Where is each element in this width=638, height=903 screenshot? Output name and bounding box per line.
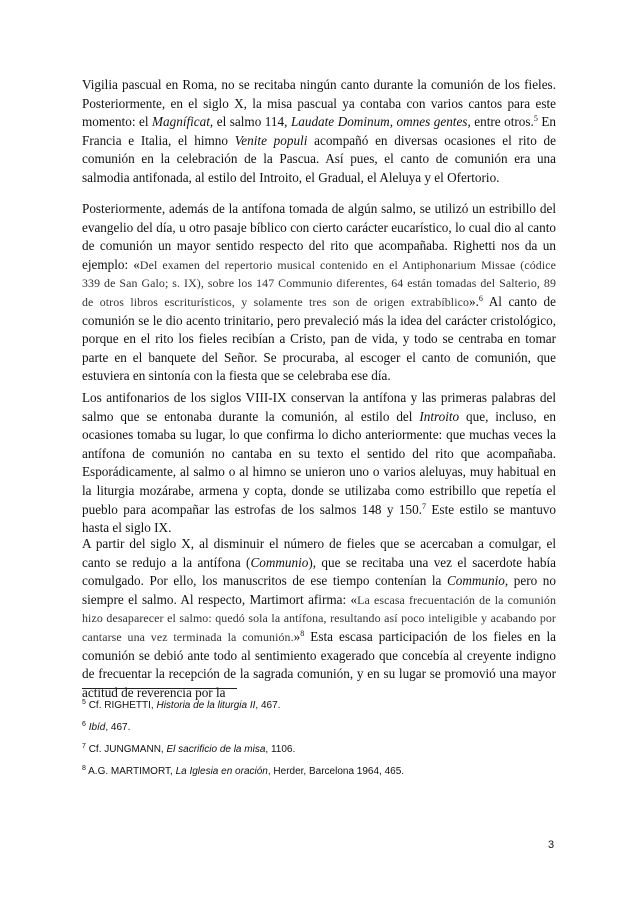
body-paragraph-1 bbox=[82, 76, 556, 188]
page-number: 3 bbox=[548, 839, 555, 851]
footnote-number: 5 bbox=[82, 699, 86, 706]
footnote-number: 7 bbox=[82, 743, 86, 750]
paragraph-text: A partir del siglo X, al disminuir el número de fieles que se acercaban a comulgar, el canto se redujo a la antífona (Communio), que se recitaba una vez el sacerdote había comulgado. Por ello, los manuscritos de ese tiempo contenían la Communio, pero no siempre el salmo. Al respecto, Martimort afirma: «La escasa frecuentación de la comunión hizo desaparecer el salmo: quedó sola la antífona, resultando así poco inteligible y acabando por cantarse una vez terminada la comunión.»$^8$ Esta escasa participación de los fieles en la comunión se debió ante todo al sentimiento exagerado que concebía al creyente indigno de frecuentar la recepción de la sagrada comunión, y en su lugar se promovió una mayor actitud de reverencia por la bbox=[82, 536, 556, 700]
footnote-ref[interactable]: 6 bbox=[478, 293, 483, 303]
body-paragraph-3 bbox=[82, 389, 556, 538]
italic-term: Venite populi bbox=[234, 132, 308, 148]
block-quotation: La escasa frecuentación de la comunión hizo desaparecer el salmo: quedó sola la antífona, resultando así poco inteligible y acabando por cantarse una vez terminada la comunión. bbox=[82, 592, 556, 644]
footnote-ref[interactable]: 7 bbox=[421, 501, 426, 511]
paragraph-text: Los antifonarios de los siglos VIII-IX conservan la antífona y las primeras palabras del salmo que se entonaba durante la comunión, al estilo del Introito que, incluso, en ocasiones tomaba su lugar, lo que confirma lo dicho anteriormente: que muchas veces la antífona de comunión no cantaba en su texto el sentido del rito que acompañaba. Esporádicamente, al salmo o al himno se unieron uno o varios aleluyas, muy habitual en la liturgia mozárabe, armena y copta, donde se utilizaba como estribillo que repetía el pueblo para acompañar las estrofas de los salmos 148 y 150.$^7$ Este estilo se mantuvo hasta el siglo IX. bbox=[82, 390, 556, 536]
block-quotation: Del examen del repertorio musical contenido en el Antiphonarium Missae (códice 339 de San Galo; s. IX), sobre los 147 Communio diferentes, 64 están tomadas del Salterio, 89 de otros libros escriturísticos, y solamente tres son de origen extrabíblico bbox=[82, 257, 556, 309]
footnote-number: 6 bbox=[82, 721, 86, 728]
footnote-ref[interactable]: 8 bbox=[300, 628, 305, 638]
footnote-ref[interactable]: 5 bbox=[533, 114, 538, 124]
italic-term: Magníficat bbox=[152, 114, 210, 130]
body-paragraph-4 bbox=[82, 535, 556, 702]
footnote-6: $^6$ Ibíd, 467. bbox=[82, 721, 131, 733]
footnote-8: $^8$ A.G. MARTIMORT, La Iglesia en oración, Herder, Barcelona 1964, 465. bbox=[82, 765, 405, 777]
footnote-number: 8 bbox=[82, 765, 86, 772]
paragraph-text: Posteriormente, además de la antífona tomada de algún salmo, se utilizó un estribillo del evangelio del día, u otro pasaje bíblico con cierto carácter eucarístico, lo cual dio al canto de comunión un mayor sentido respecto del rito que acompañaba. Righetti nos da un ejemplo: «Del examen del repertorio musical contenido en el Antiphonarium Missae (códice 339 de San Galo; s. IX), sobre los 147 Communio diferentes, 64 están tomadas del Salterio, 89 de otros libros escriturísticos, y solamente tres son de origen extrabíblico».$^6$ Al canto de comunión se le dio acento trinitario, pero prevaleció más la idea del carácter cristológico, porque en el rito los fieles recibían a Cristo, pan de vida, y todo se centraba en tomar parte en el banquete del Señor. Se procuraba, al escoger el canto de comunión, que estuviera en sintonía con la fiesta que se celebraba ese día. bbox=[82, 201, 556, 384]
italic-term: Communio bbox=[447, 573, 505, 589]
paragraph-text: Vigilia pascual en Roma, no se recitaba ningún canto durante la comunión de los fieles. Posteriormente, en el siglo X, la misa pascual ya contaba con varios cantos para este momento: el Magníficat, el salmo 114, Laudate Dominum, omnes gentes, entre otros.$^5$ En Francia e Italia, el himno Venite populi acompañó en diversas ocasiones el rito de comunión en la celebración de la Pascua. Así pues, el canto de comunión era una salmodia antifonada, al estilo del Introito, el Gradual, el Aleluya y el Ofertorio. bbox=[82, 77, 556, 185]
italic-term: Laudate Dominum, omnes gentes bbox=[290, 114, 468, 130]
body-paragraph-2 bbox=[82, 200, 556, 386]
footnote-5: $^5$ Cf. RIGHETTI, Historia de la liturgia II, 467. bbox=[82, 699, 281, 711]
footnote-separator bbox=[82, 688, 237, 689]
italic-term: Introito bbox=[419, 408, 460, 424]
footnote-7: $^7$ Cf. JUNGMANN, El sacrificio de la misa, 1106. bbox=[82, 743, 296, 755]
italic-term: Communio bbox=[250, 554, 309, 570]
